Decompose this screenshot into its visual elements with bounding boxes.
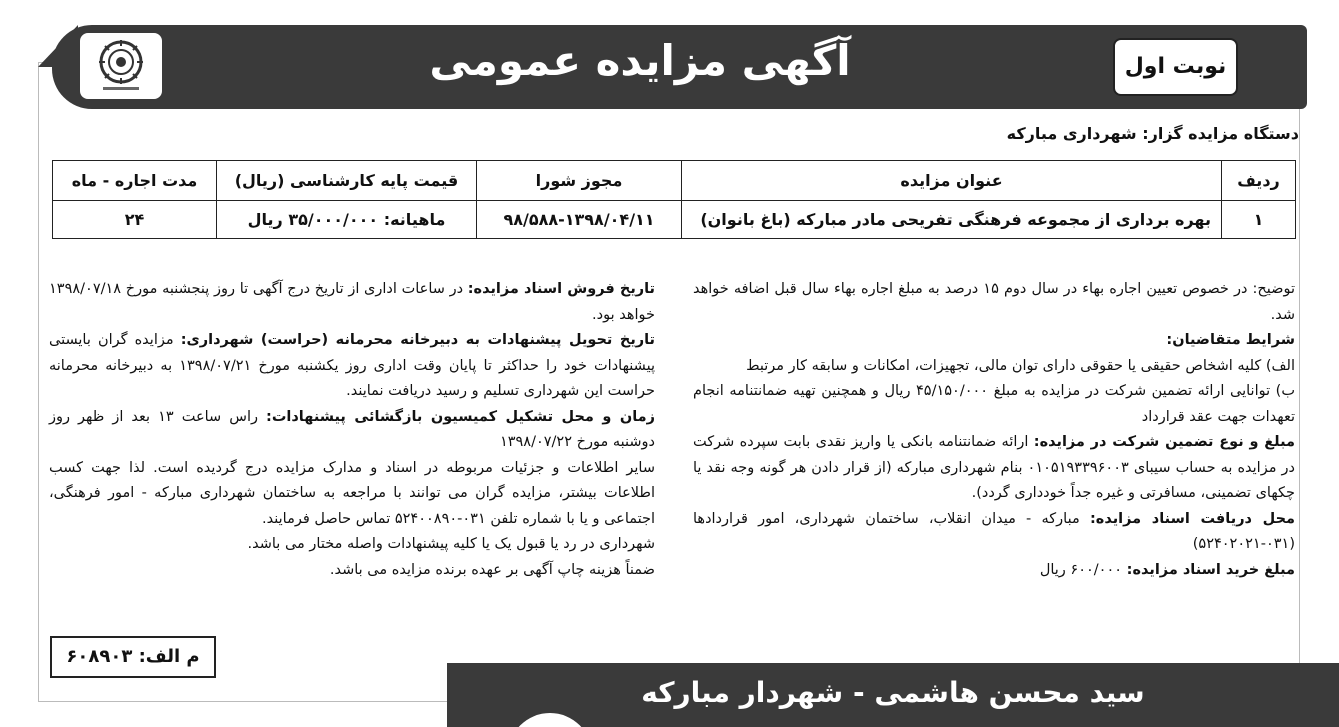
- guarantee-text: ارائه ضمانتنامه بانکی یا واریز نقدی بابت سپرده شرکت در مزایده به حساب سیبای ۰۱۰۵۱۹۳۳۹۶۰۰۳ بنام شهرداری مبارکه (از قرار دادن هر گونه وجه نقد یا چکهای تضمینی، مسافرتی و غیره جداً خودداری گردد).: [693, 434, 1295, 501]
- condition-a: الف) کلیه اشخاص حقیقی یا حقوقی دارای توان مالی، تجهیزات، امکانات و سابقه کار مرتبط: [746, 357, 1295, 374]
- price-paragraph: [693, 558, 1295, 584]
- header-base-price: قیمت پایه کارشناسی (ریال): [217, 161, 477, 201]
- delivery-text: مزایده گران بایستی پیشنهادات خود را حداکثر تا پایان وقت اداری روز یکشنبه مورخ ۱۳۹۸/۰۷/۲۱ به دبیرخانه محرمانه حراست این شهرداری تسلیم و رسید دریافت نمایند.: [49, 332, 655, 399]
- conditions-title: شرایط متقاضیان:: [1166, 332, 1295, 348]
- cell-auction-title: بهره برداری از مجموعه فرهنگی تفریحی مادر مبارکه (باغ بانوان): [682, 201, 1222, 239]
- receipt-place-text: مبارکه - میدان انقلاب، ساختمان شهرداری، امور قراردادها (۰۳۱-۵۲۴۰۲۰۲۱): [693, 510, 1295, 552]
- guarantee-label: مبلغ و نوع تضمین شرکت در مزایده:: [1033, 434, 1295, 450]
- auction-table: [52, 160, 1296, 239]
- receipt-place-paragraph: [693, 507, 1295, 558]
- header-row-number: ردیف: [1222, 161, 1296, 201]
- price-label: مبلغ خرید اسناد مزایده:: [1126, 561, 1295, 578]
- header-lease-duration: مدت اجاره - ماه: [53, 161, 217, 201]
- commission-text: راس ساعت ۱۳ بعد از ظهر روز دوشنبه مورخ ۱۳۹۸/۰۷/۲۲: [49, 408, 655, 450]
- receipt-place-label: محل دریافت اسناد مزایده:: [1089, 510, 1296, 527]
- sale-paragraph: [49, 277, 655, 328]
- info-text: سایر اطلاعات و جزئیات مربوطه در اسناد و مدارک مزایده درج گردیده است. لذا جهت کسب اطلاعات بیشتر، مزایده گران می توانند با مراجعه به ساختمان شهرداری مبارکه - امور فرهنگی، اجتماعی و یا با شماره تلفن ۰۳۱-۵۲۴۰۰۸۹۰ تماس حاصل فرمایند.: [49, 459, 655, 527]
- note-text: توضیح: در خصوص تعیین اجاره بهاء در سال دوم ۱۵ درصد به مبلغ اجاره بهاء سال قبل اضافه خواهد شد.: [693, 281, 1295, 323]
- cell-row-number: ۱: [1222, 201, 1296, 239]
- cell-council-permit: ۹۸/۵۸۸-۱۳۹۸/۰۴/۱۱: [477, 201, 682, 239]
- cell-base-price: ماهیانه: ۳۵/۰۰۰/۰۰۰ ریال: [217, 201, 477, 239]
- header-auction-title: عنوان مزایده: [682, 161, 1222, 201]
- publication-round-badge: نوبت اول: [1113, 38, 1238, 96]
- cell-lease-duration: ۲۴: [53, 201, 217, 239]
- cost-text: ضمناً هزینه چاپ آگهی بر عهده برنده مزایده می باشد.: [329, 561, 655, 578]
- municipality-logo-icon: [80, 33, 162, 99]
- left-column: [49, 277, 655, 583]
- guarantee-paragraph: [693, 430, 1295, 507]
- table-row: [53, 201, 1296, 239]
- condition-b: ب) توانایی ارائه تضمین شرکت در مزایده به مبلغ ۴۵/۱۵۰/۰۰۰ ریال و همچنین تهیه ضمانتنامه انجام تعهدات جهت عقد قرارداد: [693, 383, 1295, 425]
- delivery-label: تاریخ تحویل پیشنهادات به دبیرخانه محرمانه (حراست) شهرداری:: [180, 332, 655, 348]
- sale-text: در ساعات اداری از تاریخ درج آگهی تا روز پنجشنبه مورخ ۱۳۹۸/۰۷/۱۸ خواهد بود.: [49, 281, 655, 323]
- mayor-signature: سید محسن هاشمی - شهردار مبارکه: [641, 676, 1145, 709]
- sale-label: تاریخ فروش اسناد مزایده:: [467, 281, 655, 297]
- reference-number-box: م الف: ۶۰۸۹۰۳: [50, 636, 216, 678]
- rights-text: شهرداری در رد یا قبول یک یا کلیه پیشنهادات واصله مختار می باشد.: [247, 536, 655, 552]
- header-council-permit: مجوز شورا: [477, 161, 682, 201]
- ad-title: آگهی مزایده عمومی: [429, 36, 851, 85]
- organizer-line: دستگاه مزایده گزار: شهرداری مبارکه: [1006, 124, 1299, 143]
- commission-paragraph: [49, 405, 655, 456]
- commission-label: زمان و محل تشکیل کمیسیون بازگشائی پیشنهادات:: [266, 408, 656, 425]
- delivery-paragraph: [49, 328, 655, 405]
- table-header-row: [53, 161, 1296, 201]
- price-text: ۶۰۰/۰۰۰ ریال: [1039, 561, 1127, 578]
- right-column: [693, 277, 1295, 583]
